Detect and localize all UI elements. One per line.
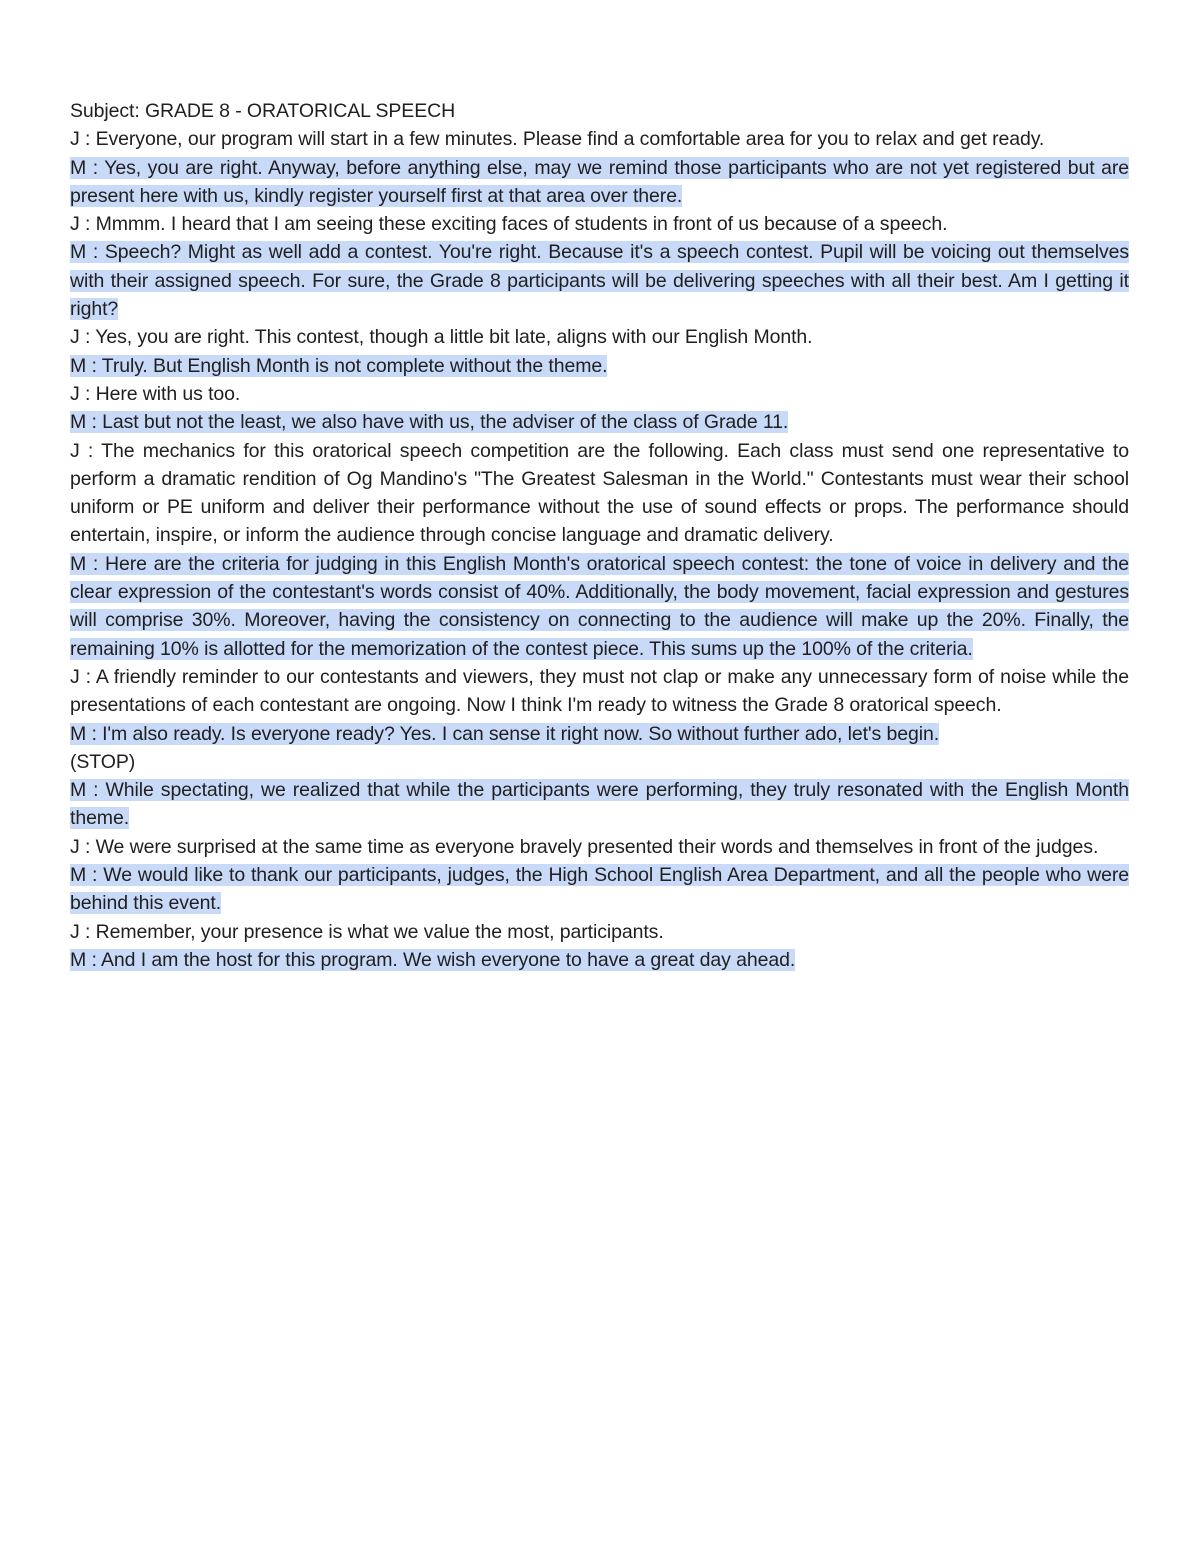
dialogue-text: M : Truly. But English Month is not complete without the theme. [70,354,608,377]
dialogue-line-highlighted [70,946,1129,974]
dialogue-text: (STOP) [70,750,136,773]
dialogue-line-highlighted [70,352,1129,380]
dialogue-line [70,833,1129,861]
document-page [70,97,1129,974]
dialogue-text: J : A friendly reminder to our contestants and viewers, they must not clap or make any unnecessary form of noise while the presentations of each contestant are ongoing. Now I think I'm ready to witness the Grade 8 oratorical speech. [70,665,1129,717]
subject-line: Subject: GRADE 8 - ORATORICAL SPEECH [70,100,456,122]
dialogue-text: M : Here are the criteria for judging in this English Month's oratorical speech contest: the tone of voice in delivery and the clear expression of the contestant's words consist of 40%. Additionally, the body movement, facial expression and gestures will comprise 30%. Moreover, having the consistency on connecting to the audience will make up the 20%. Finally, the remaining 10% is allotted for the memorization of the contest piece. This sums up the 100% of the criteria. [70,552,1129,660]
dialogue-line [70,918,1129,946]
dialogue-line-highlighted [70,408,1129,436]
dialogue-text: M : Speech? Might as well add a contest. You're right. Because it's a speech contest. Pupil will be voicing out themselves with their assigned speech. For sure, the Grade 8 participants will be delivering speeches with all their best. Am I getting it right? [70,241,1129,321]
dialogue-text: M : We would like to thank our participants, judges, the High School English Area Department, and all the people who were behind this event. [70,864,1129,915]
dialogue-line [70,125,1129,153]
transcript-body [70,125,1129,974]
dialogue-text: M : I'm also ready. Is everyone ready? Yes. I can sense it right now. So without further ado, let's begin. [70,722,940,745]
dialogue-line [70,323,1129,351]
dialogue-text: M : Yes, you are right. Anyway, before anything else, may we remind those participants who are not yet registered but are present here with us, kindly register yourself first at that area over there. [70,156,1129,207]
dialogue-line [70,437,1129,550]
dialogue-line-highlighted [70,238,1129,323]
dialogue-text: J : We were surprised at the same time as everyone bravely presented their words and themselves in front of the judges. [70,835,1099,858]
dialogue-text: J : The mechanics for this oratorical speech competition are the following. Each class must send one representative to perform a dramatic rendition of Og Mandino's "The Greatest Salesman in the World." Contestants must wear their school uniform or PE uniform and deliver their performance without the use of sound effects or props. The performance should entertain, inspire, or inform the audience through concise language and dramatic delivery. [70,439,1129,547]
dialogue-text: J : Everyone, our program will start in a few minutes. Please find a comfortable area for you to relax and get ready. [70,128,1045,151]
dialogue-line-highlighted [70,720,1129,748]
dialogue-line [70,748,1129,776]
dialogue-line [70,380,1129,408]
dialogue-line-highlighted [70,550,1129,663]
dialogue-text: J : Mmmm. I heard that I am seeing these exciting faces of students in front of us because of a speech. [70,213,948,236]
dialogue-line-highlighted [70,776,1129,833]
dialogue-line [70,210,1129,238]
dialogue-text: J : Yes, you are right. This contest, though a little bit late, aligns with our English Month. [70,326,813,349]
dialogue-text: M : Last but not the least, we also have with us, the adviser of the class of Grade 11. [70,411,789,434]
dialogue-text: J : Here with us too. [70,382,241,405]
dialogue-line [70,663,1129,720]
dialogue-text: M : While spectating, we realized that while the participants were performing, they truly resonated with the English Month theme. [70,779,1129,830]
dialogue-text: J : Remember, your presence is what we value the most, participants. [70,920,664,943]
dialogue-line-highlighted [70,154,1129,211]
dialogue-line-highlighted [70,861,1129,918]
dialogue-text: M : And I am the host for this program. We wish everyone to have a great day ahead. [70,948,796,971]
